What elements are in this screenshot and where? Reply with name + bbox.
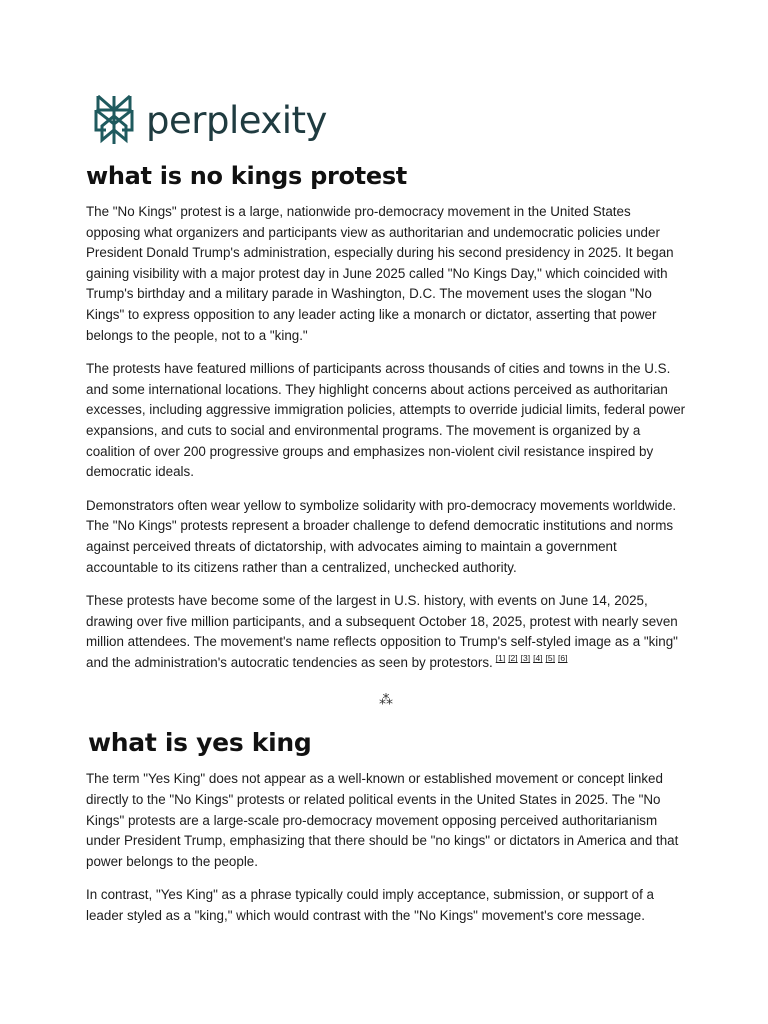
answer-paragraph: In contrast, "Yes King" as a phrase typically could imply acceptance, submission, or support of a leader styled as a "king," which would contrast with the "No Kings" movement's core message. <box>86 887 654 924</box>
brand-wordmark: perplexity <box>146 98 327 142</box>
section-separator: ⁂ <box>379 691 393 708</box>
citation-link[interactable]: [4] <box>533 653 543 664</box>
answer-paragraph <box>86 591 686 673</box>
citation-list <box>493 653 568 663</box>
question-heading: what is yes king <box>88 728 312 758</box>
question-heading: what is no kings protest <box>86 162 407 190</box>
answer-paragraph: The term "Yes King" does not appear as a well-known or established movement or concept linked directly to the "No Kings" protests or related political events in the United States in 2025. The "No Kings" protests are a large-scale pro-democracy movement opposing perceived authoritarianism under President Trump, emphasizing that there should be "no kings" or dictators in America and that power belongs to the people. <box>86 771 679 869</box>
answer-paragraph: Demonstrators often wear yellow to symbolize solidarity with pro-democracy movements worldwide. The "No Kings" protests represent a broader challenge to defend democratic institutions and norms against perceived threats of dictatorship, with advocates aiming to maintain a government accountable to its citizens rather than a centralized, unchecked authority. <box>86 497 677 575</box>
citation-link[interactable]: [2] <box>508 653 518 664</box>
citation-link[interactable]: [3] <box>520 653 531 664</box>
answer-paragraph: The protests have featured millions of participants across thousands of cities and towns in the U.S. and some international locations. They highlight concerns about actions perceived as authoritarian excesses, including aggressive immigration policies, attempts to override judicial limits, federal power expansions, and cuts to social and environmental programs. The movement is organized by a coalition of over 200 progressive groups and emphasizes non-violent civil resistance inspired by democratic ideals. <box>86 361 686 480</box>
perplexity-logo <box>92 92 686 148</box>
citation-link[interactable]: [6] <box>558 653 568 664</box>
answer-paragraph: The "No Kings" protest is a large, nationwide pro-democracy movement in the United States opposing what organizers and participants view as authoritarian and undemocratic policies under President Donald Trump's administration, especially during his second presidency in 2025. It began gaining visibility with a major protest day in June 2025 called "No Kings Day," which coincided with Trump's birthday and a military parade in Washington, D.C. The movement uses the slogan "No Kings" to express opposition to any leader acting like a monarch or dictator, asserting that power belongs to the people, not to a "king." <box>86 204 674 343</box>
citation-link[interactable]: [1] <box>495 653 506 664</box>
citation-link[interactable]: [5] <box>545 653 555 664</box>
answer-paragraph-text: These protests have become some of the largest in U.S. history, with events on June 14, 2025, drawing over five million participants, and a subsequent October 18, 2025, protest with nearly seven million attendees. The movement's name reflects opposition to Trump's self-styled image as a "king" and the administration's autocratic tendencies as seen by protestors. <box>86 593 678 670</box>
perplexity-logo-icon <box>92 94 136 146</box>
document <box>86 92 686 940</box>
